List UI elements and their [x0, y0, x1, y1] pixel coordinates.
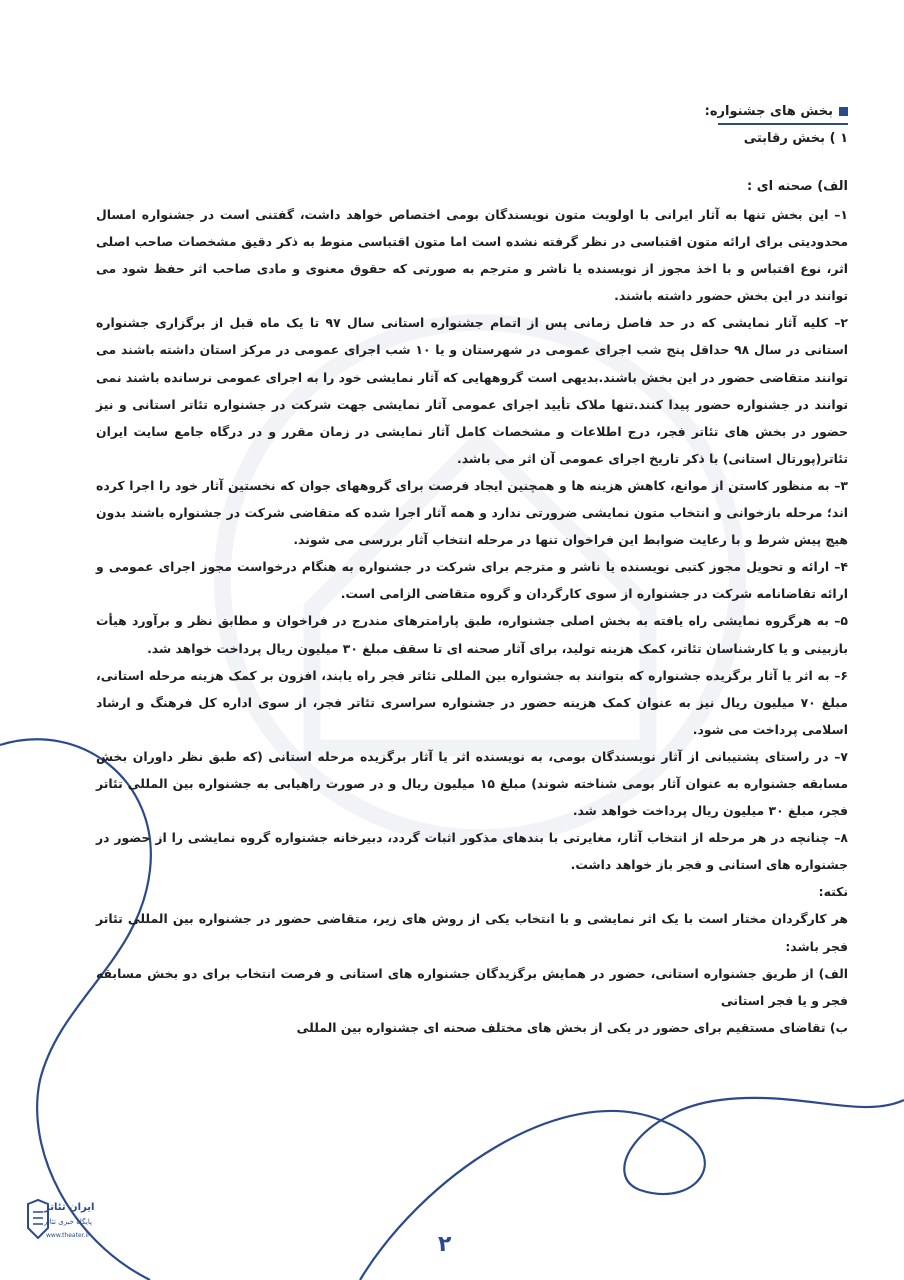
paragraph-2: ۲– کلیه آثار نمایشی که در حد فاصل زمانی پس از اتمام جشنواره استانی سال ۹۷ تا یک ماه قبل از برگزاری جشنواره استانی در سال ۹۸ حداقل پنج شب اجرای عمومی در شهرستان و یا ۱۰ شب اجرای عمومی در مرکز استان داشته باشند می توانند متقاضی حضور در این بخش باشند.بدیهی است گروههایی که آثار نمایشی خود را به اجرای عمومی نرسانده باشند نمی توانند در جشنواره حضور پیدا کنند.تنها ملاک تأیید اجرای عمومی آثار نمایشی جهت شرکت در جشنواره تئاتر استانی و نیز حضور در بخش های تئاتر فجر، درج اطلاعات و مشخصات کامل آثار نمایشی در زمان مقرر و در درگاه جامع سایت ایران تئاتر(پورتال استانی) با ذکر تاریخ اجرای عمومی آن اثر می باشد. — [96, 315, 848, 466]
logo-url: www.theater.ir — [46, 1232, 90, 1239]
note-text: هر کارگردان مختار است با یک اثر نمایشی و با انتخاب یکی از روش های زیر، متقاضی حضور در جشنواره بین المللی تئاتر فجر باشد: — [96, 911, 848, 954]
heading-underline — [718, 123, 848, 125]
note-label: نکته: — [818, 884, 848, 900]
page-number: ۲ — [438, 1232, 452, 1257]
paragraph-4: ۴– ارائه و تحویل مجوز کتبی نویسنده یا ناشر و مترجم برای شرکت در جشنواره به هنگام درخواست مجوز اجرای عمومی و ارائه تقاضانامه شرکت در جشنواره از سوی کارگردان و گروه متقاضی الزامی است. — [96, 559, 848, 602]
square-bullet-icon — [839, 107, 848, 116]
note-option-a: الف) از طریق جشنواره استانی، حضور در همایش برگزیدگان جشنواره های استانی و فرصت انتخاب برای دو بخش مسابقه فجر و یا فجر استانی — [96, 965, 848, 1008]
paragraph-1: ۱– این بخش تنها به آثار ایرانی با اولویت متون نویسندگان بومی اختصاص خواهد داشت، گفتنی است در جشنواره امسال محدودیتی برای ارائه متون اقتباسی در نظر گرفته نشده است اما متون اقتباسی منوط به ذکر دقیق مشخصات صاحب اصلی اثر، نوع اقتباس و با اخذ مجوز از نویسنده یا ناشر و مترجم به صورتی که حقوق معنوی و مادی صاحب اثر حفظ شود می توانند در این بخش حضور داشته باشند. — [96, 207, 848, 304]
logo-subtitle: پایگاه خبری تئاتر — [44, 1218, 92, 1226]
paragraph-7: ۷– در راستای پشتیبانی از آثار نویسندگان بومی، به نویسنده اثر یا آثار برگزیده مرحله استانی (که طبق نظر داوران بخش مسابقه جشنواره به عنوان آثار بومی شناخته شوند) مبلغ ۱۵ میلیون ریال و در صورت راهیابی به جشنواره بین المللی تئاتر فجر، مبلغ ۳۰ میلیون ریال پرداخت خواهد شد. — [96, 748, 848, 819]
document-body — [96, 100, 848, 1041]
logo-name: ایران تئاتر — [44, 1202, 95, 1213]
section-heading — [96, 100, 848, 122]
paragraph-5: ۵– به هرگروه نمایشی راه یافته به بخش اصلی جشنواره، طبق پارامترهای مندرج در فراخوان و مطابق نظر و برآورد هیأت بازبینی و یا کارشناسان تئاتر، کمک هزینه تولید، برای آثار صحنه ای تا سقف مبلغ ۳۰ میلیون ریال پرداخت خواهد شد. — [96, 613, 848, 656]
paragraph-6: ۶– به اثر یا آثار برگزیده جشنواره که بتوانند به جشنواره بین المللی تئاتر فجر راه یابند، افزون بر کمک هزینه مرحله استانی، مبلغ ۷۰ میلیون ریال نیز به عنوان کمک هزینه حضور در جشنواره سراسری تئاتر فجر، از سوی اداره کل فرهنگ و ارشاد اسلامی پرداخت می شود. — [96, 667, 848, 737]
section-subtitle: ۱ ) بخش رقابتی — [743, 131, 848, 146]
paragraph-8: ۸– چنانچه در هر مرحله از انتخاب آثار، مغایرتی با بندهای مذکور اثبات گردد، دبیرخانه جشنواره گروه نمایشی را از حضور در جشنواره های استانی و فجر باز خواهد داشت. — [96, 830, 848, 873]
paragraph-3: ۳– به منظور کاستن از موانع، کاهش هزینه ها و همچنین ایجاد فرصت برای گروههای جوان که نخستین آثار خود را اجرا کرده اند؛ مرحله بازخوانی و انتخاب متون نمایشی ضرورتی ندارد و همه آثار اجرا شده که متقاضی شرکت در جشنواره باشند بدون هیچ پیش شرط و با رعایت ضوابط این فراخوان تنها در مرحله انتخاب آثار بررسی می شوند. — [96, 477, 848, 548]
note-option-b: ب) تقاضای مستقیم برای حضور در یکی از بخش های مختلف صحنه ای جشنواره بین المللی — [296, 1019, 848, 1035]
section-title: بخش های جشنواره: — [704, 103, 833, 119]
part-label: الف) صحنه ای : — [746, 179, 848, 194]
